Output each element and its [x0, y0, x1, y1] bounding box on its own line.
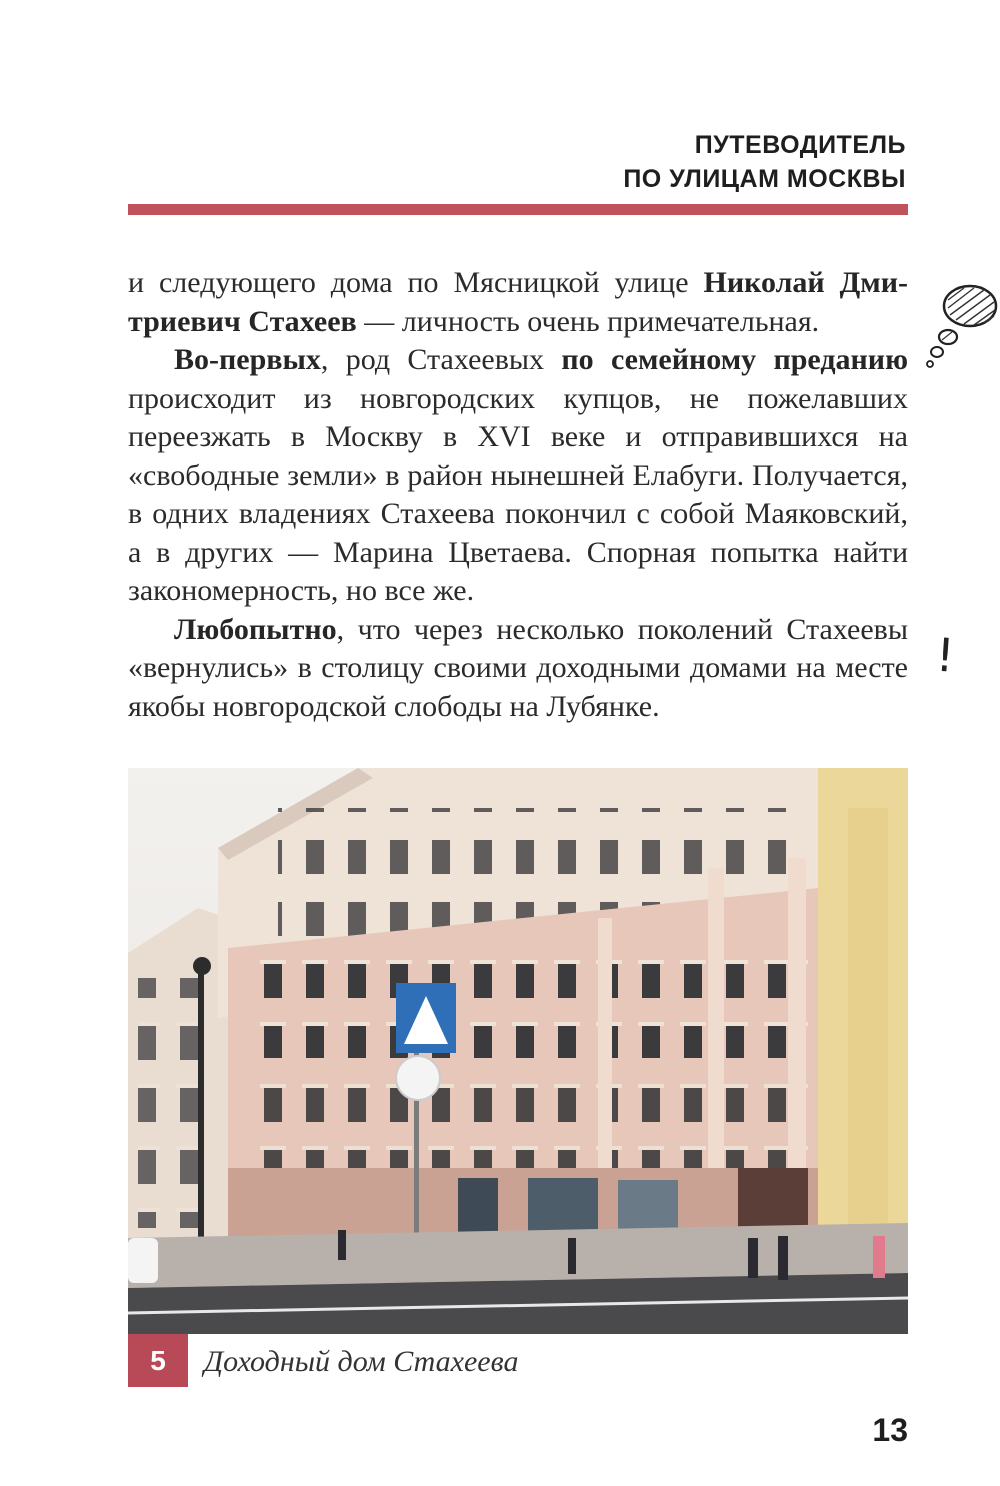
body-text — [128, 264, 908, 726]
paragraph-2-bold-b: по семейному преданию — [561, 343, 908, 376]
paragraph-1-text-a: и следующего дома по Мясницкой улице — [128, 266, 704, 299]
thought-bubble-icon — [918, 282, 1000, 372]
exclamation-mark: ! — [934, 627, 957, 683]
header-line-2: ПО УЛИЦАМ МОСКВЫ — [623, 165, 906, 193]
header-line-1: ПУТЕВОДИТЕЛЬ — [694, 131, 906, 159]
header-rule — [128, 204, 908, 215]
paragraph-2 — [128, 341, 908, 611]
paragraph-1-bold-name: Николай Дмитриевич Стахеев — [128, 266, 909, 338]
paragraph-1 — [128, 264, 908, 341]
paragraph-1-text-b: — личность очень примечательная. — [356, 304, 820, 338]
figure-number-badge: 5 — [128, 1334, 188, 1387]
figure-caption: Доходный дом Стахеева — [204, 1345, 519, 1378]
paragraph-3-text: , что через несколько поколений Стахеевы «вернулись» в столицу своими доходными домами на месте якобы новгородской слободы на Лубянке. — [128, 612, 908, 723]
page-number: 13 — [872, 1412, 908, 1448]
paragraph-3 — [128, 611, 908, 727]
paragraph-2-text-b: происходит из новгородских купцов, не пожелавших переезжать в Москву в XVI веке и отправившихся на «свободные земли» в район нынешней Елабуги. Получается, в одних владениях Стахеева покончил с собой Маяковский, а в других — Марина Цветаева. Спорная попытка найти закономерность, но все же. — [128, 381, 908, 607]
paragraph-2-bold-a: Во-первых — [174, 343, 321, 376]
paragraph-3-bold: Любопытно — [174, 612, 337, 646]
building-photo — [128, 768, 908, 1334]
paragraph-2-text-a: , род Стахеевых — [320, 343, 562, 376]
running-header — [623, 128, 906, 196]
